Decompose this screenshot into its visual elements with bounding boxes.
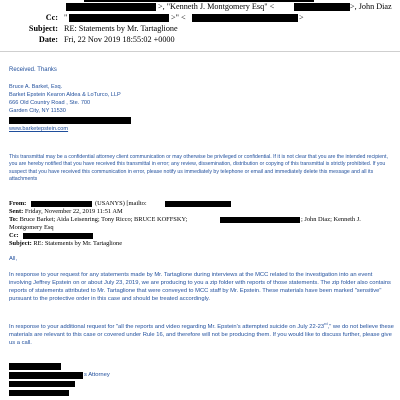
redaction-cc-1 [69, 14, 169, 22]
fwd-cc-row [9, 232, 209, 240]
redaction-sender-title [9, 372, 83, 379]
body-salutation: All, [9, 256, 18, 262]
fwd-sent-label: Sent: [9, 208, 24, 215]
fwd-sent-row [9, 208, 123, 216]
fwd-to-label: To: [9, 216, 18, 223]
signature-address-1: 666 Old Country Road , Ste. 700 [9, 100, 91, 106]
redaction-fwd-mailto [165, 201, 231, 207]
subject-value: RE: Statements by Mr. Tartaglione [64, 24, 178, 33]
redaction-sender-contact-2 [9, 390, 69, 396]
confidentiality-disclaimer: This transmittal may be a confidential attorney client communication or may otherwise be privileged or confidential. If it is not clear that you are the intended recipient, you are hereby notified that you have received this transmittal in error; any review, dissemination, distribution or copying of this transmittal is strictly prohibited. If you suspect that you have received this communication in error, please notify us immediately by telephone or email and immediately delete this message and all its attachments [9, 154, 388, 183]
signature-website [9, 126, 68, 134]
fwd-from-label: From: [9, 200, 27, 207]
header-divider [0, 51, 400, 52]
body-paragraph-2 [9, 323, 394, 347]
fwd-to-row [9, 216, 399, 224]
date-label: Date: [38, 35, 58, 44]
to-end: >, John Diaz [350, 2, 392, 11]
redaction-signature-phone [9, 117, 131, 124]
redaction-cc-2 [192, 14, 298, 22]
sender-title-suffix: s Attorney [84, 372, 110, 378]
fwd-to-row-cont [9, 224, 54, 232]
redaction-fwd-to [220, 217, 300, 223]
redaction-fwd-cc [23, 233, 93, 239]
fwd-subject-row [9, 240, 122, 248]
fwd-to-recipients-b: ; John Diaz; Kenneth J. [301, 216, 361, 223]
redaction-sender-contact-1 [9, 381, 75, 387]
website-link[interactable]: www.barketepstein.com [9, 126, 69, 132]
fwd-sent-value: Friday, November 22, 2019 11:51 AM [24, 208, 123, 215]
fwd-to-recipients-a: Bruce Barket; Aida Leisenring; Tony Ricco; BRUCE KOFFSKY; [19, 216, 188, 223]
cc-end: > [299, 13, 304, 22]
redaction-to-1 [66, 3, 156, 11]
fwd-subject-label: Subject: [9, 240, 32, 247]
signature-address-2: Garden City, NY 11530 [9, 108, 66, 114]
redaction-sender-name [9, 363, 61, 370]
body-paragraph-2-sup: rd [324, 321, 328, 327]
cc-open-quote: " [64, 13, 68, 22]
redaction-fwd-from [31, 201, 92, 207]
subject-label: Subject: [28, 24, 58, 33]
body-paragraph-2-start: In response to your additional request for "all the reports and video regarding Mr. Epstein's attempted suicide on July 22-23 [9, 324, 325, 330]
date-value: Fri, 22 Nov 2019 18:55:02 +0000 [64, 35, 175, 44]
to-continuation: >, "Kenneth J. Montgomery Esq" < [158, 2, 275, 11]
fwd-from-suffix: (USANYS) [mailto: [95, 200, 147, 207]
signature-firm: Barket Epstein Kearon Aldea & LoTurco, LLP [9, 92, 121, 98]
redaction-to-2 [294, 3, 350, 11]
reply-greeting: Received. Thanks [9, 67, 57, 73]
cc-label: Cc: [45, 13, 58, 22]
fwd-to-recipients-c: Montgomery Esq [9, 224, 54, 231]
body-paragraph-2-end: ," we do not believe these materials are relevant to this case or covered under Rule 16, and therefore will not be producing them. If you would like to discuss further, please give us a call. [9, 324, 394, 347]
fwd-cc-label: Cc: [9, 232, 19, 239]
signature-name: Bruce A. Barket, Esq. [9, 84, 63, 90]
fwd-subject-value: RE: Statements by Mr. Tartaglione [33, 240, 123, 247]
fwd-from-row [9, 200, 399, 208]
body-paragraph-1: In response to your request for any statements made by Mr. Tartaglione during interviews at the MCC related to the investigation into an event involving Jeffrey Epstein on or about July 23, 2019, we are producing to you a zip folder with reports of those statements. The zip folder also contains reports of statements attributed to Mr. Tartaglione that were conveyed to MCC staff by Mr. Epstein. These materials have been marked "sensitive" pursuant to the protective order in this case and should be treated accordingly. [9, 272, 391, 303]
cc-close: >" < [171, 13, 186, 22]
